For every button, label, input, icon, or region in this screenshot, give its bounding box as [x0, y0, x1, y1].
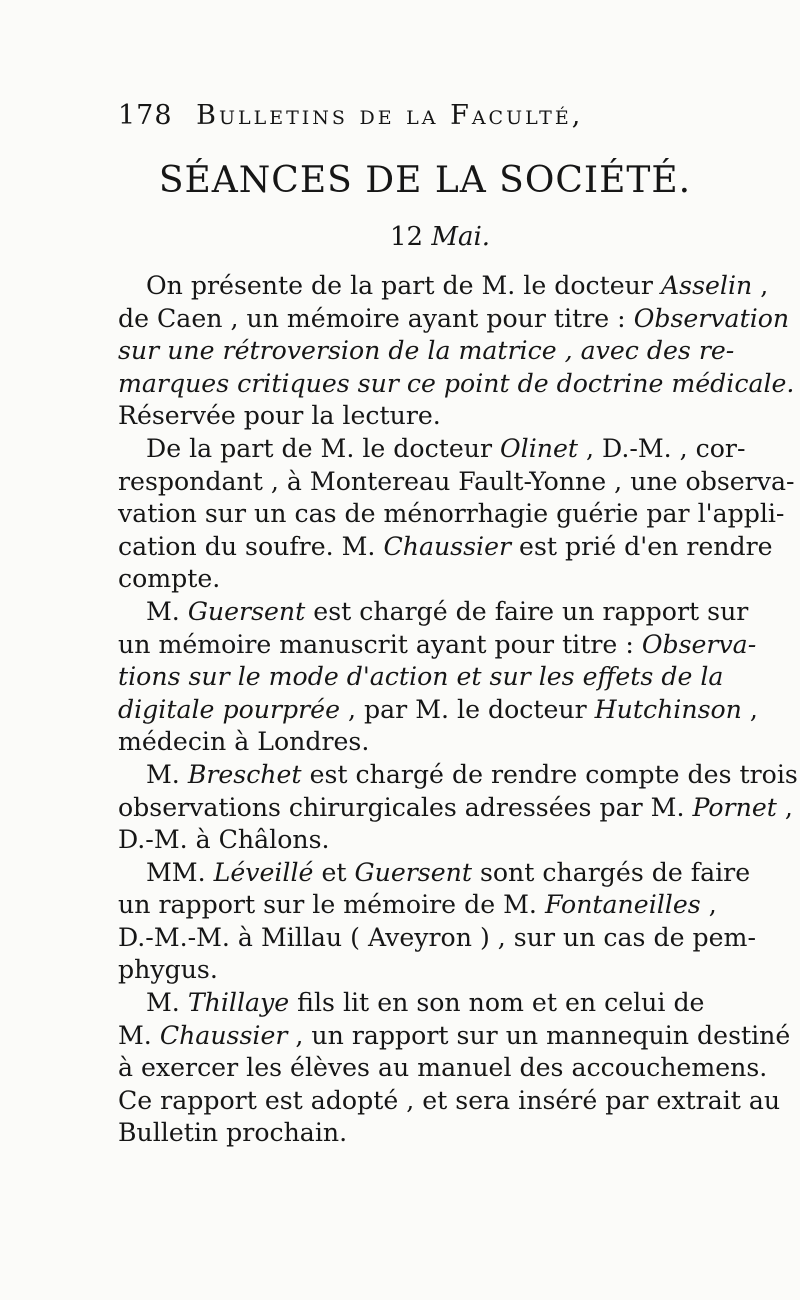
text-line: M. Guersent est chargé de faire un rapport sur	[146, 596, 749, 626]
text-line: à exercer les élèves au manuel des accouchemens.	[118, 1053, 768, 1083]
paragraph-guersent	[118, 596, 758, 759]
text-line: Réservée pour la lecture.	[118, 401, 441, 431]
date-month: Mai.	[431, 222, 491, 252]
text-line: marques critiques sur ce point de doctrine médicale.	[118, 368, 795, 398]
running-head	[118, 100, 718, 131]
text-line: D.-M. à Châlons.	[118, 825, 330, 855]
text-line: cation du soufre. M. Chaussier est prié d'en rendre	[118, 531, 773, 561]
text-line: observations chirurgicales adressées par M. Pornet ,	[118, 792, 793, 822]
text-line: de Caen , un mémoire ayant pour titre : Observation	[118, 303, 790, 333]
text-line: Ce rapport est adopté , et sera inséré par extrait au	[118, 1085, 781, 1115]
text-line: vation sur un cas de ménorrhagie guérie par l'appli-	[118, 499, 785, 529]
text-line: compte.	[118, 564, 221, 594]
text-line: un rapport sur le mémoire de M. Fontaneilles ,	[118, 890, 717, 920]
section-title: SÉANCES DE LA SOCIÉTÉ.	[158, 160, 692, 201]
paragraph-thillaye	[118, 987, 791, 1150]
paragraph-leveille	[118, 857, 756, 987]
paragraph-olinet	[118, 433, 795, 596]
text-line: M. Chaussier , un rapport sur un mannequin destiné	[118, 1020, 791, 1050]
minutes-body	[118, 270, 798, 1150]
text-line: De la part de M. le docteur Olinet , D.-M. , cor-	[146, 433, 746, 463]
text-line: MM. Léveillé et Guersent sont chargés de faire	[146, 857, 751, 887]
date-day: 12	[389, 222, 424, 252]
text-line: M. Breschet est chargé de rendre compte des trois	[146, 759, 798, 789]
text-line: respondant , à Montereau Fault-Yonne , une observa-	[118, 466, 795, 496]
text-line: On présente de la part de M. le docteur Asselin ,	[146, 271, 769, 300]
running-title: Bulletins de la Faculté,	[196, 100, 584, 131]
text-line: sur une rétroversion de la matrice , avec des re-	[118, 336, 735, 366]
text-line: médecin à Londres.	[118, 727, 370, 757]
paragraph-breschet	[118, 759, 798, 857]
text-line: M. Thillaye fils lit en son nom et en celui de	[146, 988, 705, 1018]
text-line: phygus.	[118, 955, 218, 985]
text-line: tions sur le mode d'action et sur les effets de la	[118, 662, 724, 692]
text-line: un mémoire manuscrit ayant pour titre : Observa-	[118, 629, 757, 659]
page-number: 178	[118, 100, 173, 131]
text-line: Bulletin prochain.	[118, 1118, 348, 1148]
paragraph-asselin	[118, 270, 795, 433]
text-line: D.-M.-M. à Millau ( Aveyron ) , sur un cas de pem-	[118, 922, 756, 952]
session-date	[0, 222, 800, 252]
text-line: digitale pourprée , par M. le docteur Hutchinson ,	[118, 694, 758, 724]
